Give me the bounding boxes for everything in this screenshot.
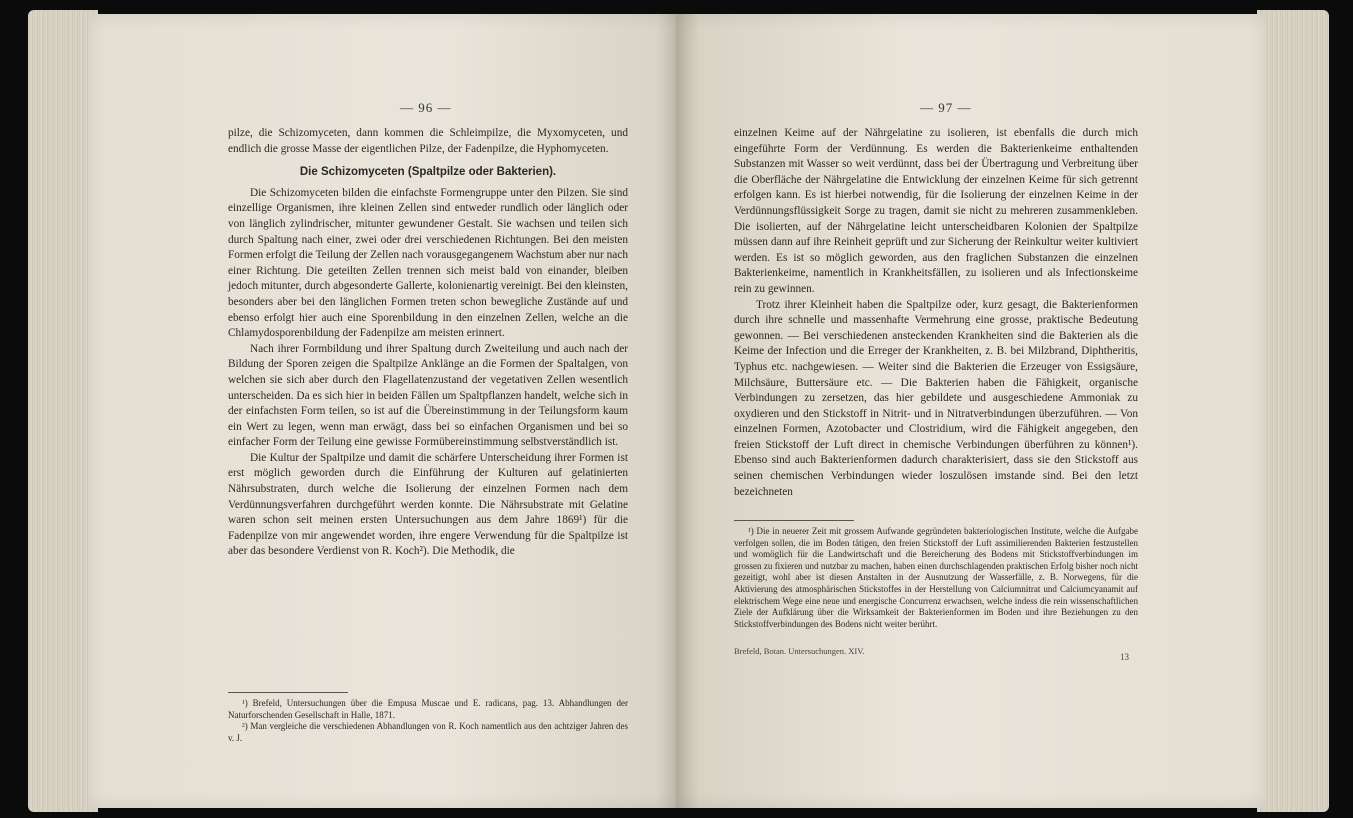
left-text-column bbox=[228, 126, 628, 560]
paragraph: Die Schizomyceten bilden die einfachste Formengruppe unter den Pilzen. Sie sind einzellige Organismen, ihre kleinen Zellen sind entweder rundlich oder länglich oder von länglich zylindrischer, mitunter gewundener Gestalt. Sie wachsen und teilen sich durch Spaltung nach einer, zwei oder drei verschiedenen Richtungen. Bei den meisten Formen erfolgt die Teilung der Zellen nach vorausgegangenem Wachstum aber nur nach einer Richtung. Die geteilten Zellen trennen sich meist bald von einander, bleiben jedoch mitunter, durch abgesonderte Gallerte, kolonienartig vereinigt. Bei den kleinsten, besonders aber bei den länglichen Formen treten schon bewegliche Zustände auf und ebenso erfolgt hier auch eine Sporenbildung in den einzelnen Zellen, welche an die Chlamydosporenbildung der Fadenpilze am meisten erinnert. bbox=[228, 186, 628, 340]
footnote: ¹) Brefeld, Untersuchungen über die Empusa Muscae und E. radicans, pag. 13. Abhandlungen der Naturforschenden Gesellschaft in Halle, 1871. bbox=[228, 698, 628, 720]
right-text-column bbox=[734, 126, 1138, 500]
paragraph: Die Kultur der Spaltpilze und damit die schärfere Unterscheidung ihrer Formen ist erst möglich geworden durch die Einführung der Kulturen auf gelatinierten Nährsubstraten, durch welche die Isolierung der einzelnen Formen nach dem Verdünnungsverfahren durchgeführt werden konnte. Die Nährsubstrate mit Gelatine waren schon seit meinen ersten Untersuchungen aus dem Jahre 1869¹) für die Fadenpilze von mir angewendet worden, ihre engere Verwendung für die Spaltpilze ist aber das besondere Verdienst von R. Koch²). Die Methodik, die bbox=[228, 451, 628, 558]
right-footnotes bbox=[734, 526, 1138, 630]
book-edge-right bbox=[1257, 10, 1329, 812]
left-page bbox=[88, 14, 680, 808]
footnote-rule bbox=[228, 692, 348, 693]
paragraph: Nach ihrer Formbildung und ihrer Spaltung durch Zweiteilung und auch nach der Bildung der Sporen zeigen die Spaltpilze Anklänge an die Formen der Spaltalgen, von welchen sie sich aber durch den Flagellatenzustand der vegetativen Zellen wesentlich unterscheiden. Da es sich hier in beiden Fällen um Spaltpflanzen handelt, welche sich in der einfachsten Form teilen, so ist auf die Übereinstimmung in der Teilungsform kaum ein Wert zu legen, wenn man erwägt, dass bei so einfachen Organismen und bei so einfacher Form der Teilung eine gewisse Formübereinstimmung selbstverständlich ist. bbox=[228, 342, 628, 449]
paragraph: einzelnen Keime auf der Nährgelatine zu isolieren, ist ebenfalls die durch mich eingeführte Form der Verdünnung. Es werden die Bakterienkeime enthaltenden Substanzen mit Wasser so weit verdünnt, dass bei der Übertragung und Verbreitung über die Oberfläche der Nährgelatine die Entwicklung der einzelnen Keime für sich getrennt erfolgen kann. Es ist hierbei notwendig, für die Isolierung der einzelnen Keime in der Verdünnungsflüssigkeit Sorge zu tragen, damit sie nicht zu mehreren zusammenkleben. Die isolierten, auf der Nährgelatine leicht unterscheidbaren Kolonien der Spaltpilze müssen dann auf ihre Reinheit geprüft und zur Sicherung der Reinkultur weiter kultiviert werden. Es ist so möglich geworden, aus den fraglichen Substanzen die einzelnen Bakterienkeime, namentlich in Krankheitsfällen, zu isolieren und als Infectionskeime rein zu gewinnen. bbox=[734, 127, 1138, 295]
page-number-left: — 96 — bbox=[400, 100, 452, 115]
footnote: ¹) Die in neuerer Zeit mit grossem Aufwande gegründeten bakteriologischen Institute, welche die Aufgabe verfolgen sollen, die im Boden tätigen, den freien Stickstoff der Luft assimilierenden Bakterien festzustellen und womöglich für die Landwirtschaft und die Bereicherung des Bodens mit Stickstoffverbindungen im grossen zu fixieren und nutzbar zu machen, haben einen durchschlagenden praktischen Erfolg bisher noch nicht gezeitigt, wohl aber ist diesen Anstalten in der Ausnutzung der Wasserfälle, z. B. Norwegens, für die Aktivierung des atmosphärischen Stickstoffes in der Herstellung von Calciumnitrat und Calciumcyanamit auf elektrischem Wege eine neue und energische Concurrenz erwachsen, welche indess die rein wissenschaftlichen Ziele der Aufklärung über die Wirksamkeit der Bakterienformen im Boden und ihre Beziehungen zu den Stickstoffverbindungen des Bodens nicht weiter berührt. bbox=[734, 526, 1138, 629]
footnote-rule bbox=[734, 520, 854, 521]
paragraph: Trotz ihrer Kleinheit haben die Spaltpilze oder, kurz gesagt, die Bakterienformen durch ihre schnelle und massenhafte Vermehrung eine grosse, praktische Bedeutung gewonnen. — Bei verschiedenen ansteckenden Krankheiten sind die Bakterien als die Keime der Infection und die Erreger der Krankheiten, z. B. bei Milzbrand, Diphtheritis, Typhus etc. nachgewiesen. — Weiter sind die Bakterien die Erzeuger von Essigsäure, Milchsäure, Buttersäure etc. — Die Bakterien haben die Fähigkeit, organische Verbindungen zu zersetzen, das hier gebildete und ausgeschiedene Ammoniak zu oxydieren und den Stickstoff in Nitrit- und in Nitratverbindungen überzuführen. — Von einzelnen Formen, Azotobacter und Clostridium, wird die Fähigkeit angegeben, den freien Stickstoff der Luft direct in chemische Verbindungen überführen zu können¹). Ebenso sind auch Bakterienformen dadurch charakterisiert, dass sie den Stickstoff aus seinen chemischen Verbindungen wieder loszulösen imstande sind. Bei den letzt bezeichneten bbox=[734, 298, 1138, 498]
section-heading: Die Schizomyceten (Spaltpilze oder Bakterien). bbox=[299, 166, 557, 179]
footnote: ²) Man vergleiche die verschiedenen Abhandlungen von R. Koch namentlich aus den achtziger Jahren des v. J. bbox=[228, 721, 628, 743]
page-number-right: — 97 — bbox=[920, 100, 972, 115]
right-page bbox=[676, 14, 1266, 808]
paragraph: pilze, die Schizomyceten, dann kommen die Schleimpilze, die Myxomyceten, und endlich die grosse Masse der eigentlichen Pilze, der Fadenpilze, die Hyphomyceten. bbox=[228, 127, 628, 155]
signature-line: Brefeld, Botan. Untersuchungen. XIV. bbox=[734, 646, 865, 656]
left-footnotes bbox=[228, 698, 628, 744]
signature-number: 13 bbox=[1120, 652, 1129, 662]
